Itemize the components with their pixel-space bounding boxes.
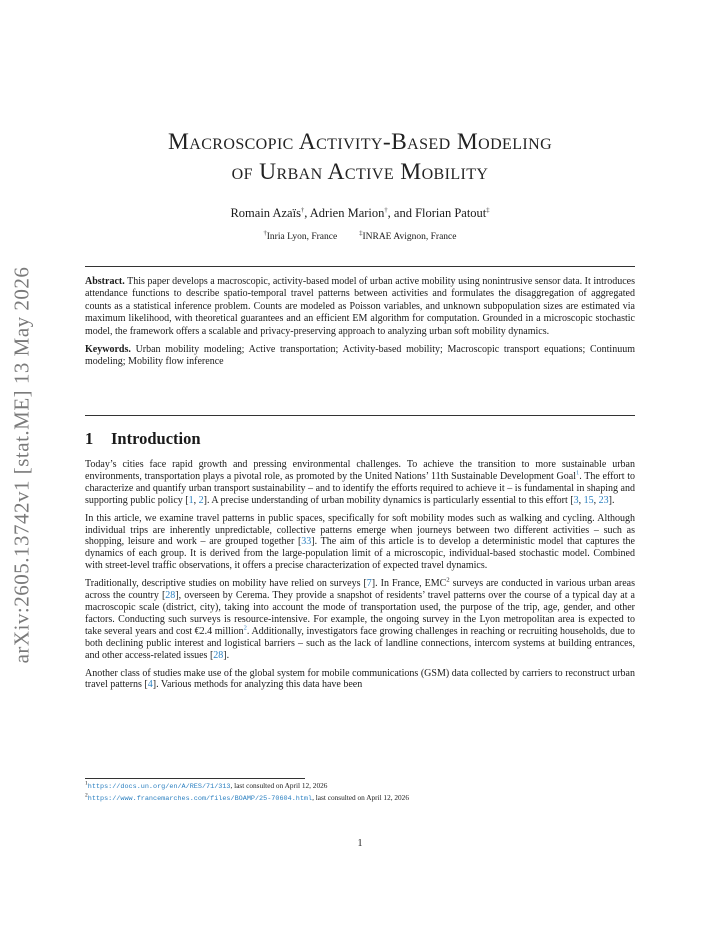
author-list: Romain Azaïs†, Adrien Marion†, and Florian Patout‡ <box>230 206 490 220</box>
footnotes <box>85 781 635 804</box>
arxiv-identifier-stamp: arXiv:2605.13742v1 [stat.ME] 13 May 2026 <box>9 266 34 664</box>
footnote-1: $^1$https://docs.un.org/en/A/RES/71/313, last consulted on April 12, 2026 <box>85 780 328 791</box>
affiliation-mark: † <box>300 206 305 214</box>
section-number: 1 <box>85 429 94 448</box>
affiliation-mark: † <box>384 206 388 214</box>
abstract-paragraph <box>85 276 635 338</box>
paragraph-1: Today’s cities face rapid growth and pressing environmental challenges. To achieve the transition to more sustainable urban environments, transportation plays a pivotal role, as promoted by the United Nations’ 11th Sustainable Development Goal$^1$. The effort to characterize and quantify urban transport sustainability – and to identify the efforts required to achieve it – is fundamental in shaping and supporting public policy [1, 2]. A precise understanding of urban mobility dynamics is particularly essential to this effort [3, 15, 23]. <box>85 459 636 506</box>
citation-link[interactable]: 15 <box>583 494 594 506</box>
body-text <box>85 459 635 697</box>
title-line-2: of Urban Active Mobility <box>231 159 489 185</box>
affiliation-inria: Inria Lyon, France <box>266 232 338 242</box>
author-name: Florian Patout <box>415 206 487 220</box>
section-heading <box>85 429 201 449</box>
affiliations: †Inria Lyon, France ‡INRAE Avignon, France <box>263 229 457 242</box>
paper-title <box>85 127 635 187</box>
citation-link[interactable]: 28 <box>213 649 224 661</box>
abstract-text: This paper develops a macroscopic, activity-based model of urban active mobility using nonintrusive sensor data. It introduces attendance functions to describe spatio-temporal travel patterns between activities and formulates the disaggregation of aggregated counts as a statistical inference problem. Counts are modeled as Poisson variables, and unknown subpopulation sizes are estimated via maximum likelihood, with theoretical guarantees and an efficient EM algorithm for computation. Grounded in a microscopic stochastic model, the framework offers a scalable and privacy-preserving approach to analyzing urban soft mobility dynamics. <box>85 276 635 337</box>
footnote-2: $^2$https://www.francemarches.com/files/BOAMP/25-70604.html, last consulted on April 12, 2026 <box>85 792 409 803</box>
keywords-label: Keywords. <box>85 344 131 356</box>
citation-link[interactable]: 23 <box>598 494 609 506</box>
title-line-1: Macroscopic Activity-Based Modeling <box>167 129 553 155</box>
paragraph-2: In this article, we examine travel patterns in public spaces, specifically for soft mobility modes such as walking and cycling. Although individual trips are inherently unpredictable, collective patterns emerge when journeys between two different activities – such as shopping, leisure and work – are grouped together [33]. The aim of this article is to develop a deterministic model that captures the dynamics of each group. It is derived from the large-population limit of a microscopic, individual-based stochastic model. Combined with street-level traffic observations, it offers a precise characterization of expected travel dynamics. <box>85 512 635 572</box>
paragraph-4: Another class of studies make use of the global system for mobile communications (GSM) data collected by carriers to reconstruct urban travel patterns [4]. Various methods for analyzing this data have been <box>85 667 635 691</box>
affiliation-inrae: INRAE Avignon, France <box>362 232 457 242</box>
abstract-block <box>85 276 635 375</box>
citation-link[interactable]: 1 <box>188 494 194 506</box>
footnote-link-2[interactable]: 2 <box>243 624 247 632</box>
citation-link[interactable]: 3 <box>573 494 579 506</box>
abstract-bottom-rule <box>85 415 635 416</box>
abstract-top-rule <box>85 266 635 267</box>
citation-link[interactable]: 2 <box>198 494 204 506</box>
abstract-label: Abstract. <box>85 276 125 287</box>
keywords-paragraph <box>85 344 635 369</box>
citation-link[interactable]: 28 <box>165 590 176 602</box>
affiliation-mark: ‡ <box>486 206 490 214</box>
section-title: Introduction <box>111 429 201 448</box>
page-number: 1 <box>357 838 363 849</box>
author-name: Romain Azaïs <box>230 206 301 220</box>
footnote-rule <box>85 778 305 779</box>
citation-link[interactable]: 7 <box>366 578 372 590</box>
citation-link[interactable]: 33 <box>301 536 312 548</box>
author-name: Adrien Marion <box>309 206 385 220</box>
footnote-link-1[interactable]: 1 <box>575 469 580 477</box>
footnote-url-link[interactable]: https://docs.un.org/en/A/RES/71/313 <box>87 783 231 791</box>
paragraph-3: Traditionally, descriptive studies on mobility have relied on surveys [7]. In France, EMC$^2$ surveys are conducted in various urban areas across the country [28], overseen by Cerema. They provide a snapshot of residents’ travel patterns over the course of a typical day at a macroscopic scale (district, city), taking into account the mode of transportation used, the purpose of the trip, age, gender, and other factors. Conducting such surveys is resource-intensive. For example, the ongoing survey in the Lyon metropolitan area is expected to take several years and cost €2.4 million$^2$. Additionally, investigators face growing challenges in reaching or recruiting households, due to both declining public interest and logistical barriers – such as the lack of landline connections, intercom systems at building entrances, and other access-related issues [28]. <box>85 576 635 661</box>
keywords-text: Urban mobility modeling; Active transportation; Activity-based mobility; Macroscopic transport equations; Continuum modeling; Mobility flow inference <box>85 344 635 368</box>
footnote-url-link[interactable]: https://www.francemarches.com/files/BOAMP/25-70604.html <box>87 794 313 803</box>
superscript: 2 <box>446 576 450 584</box>
citation-link[interactable]: 4 <box>147 679 153 691</box>
